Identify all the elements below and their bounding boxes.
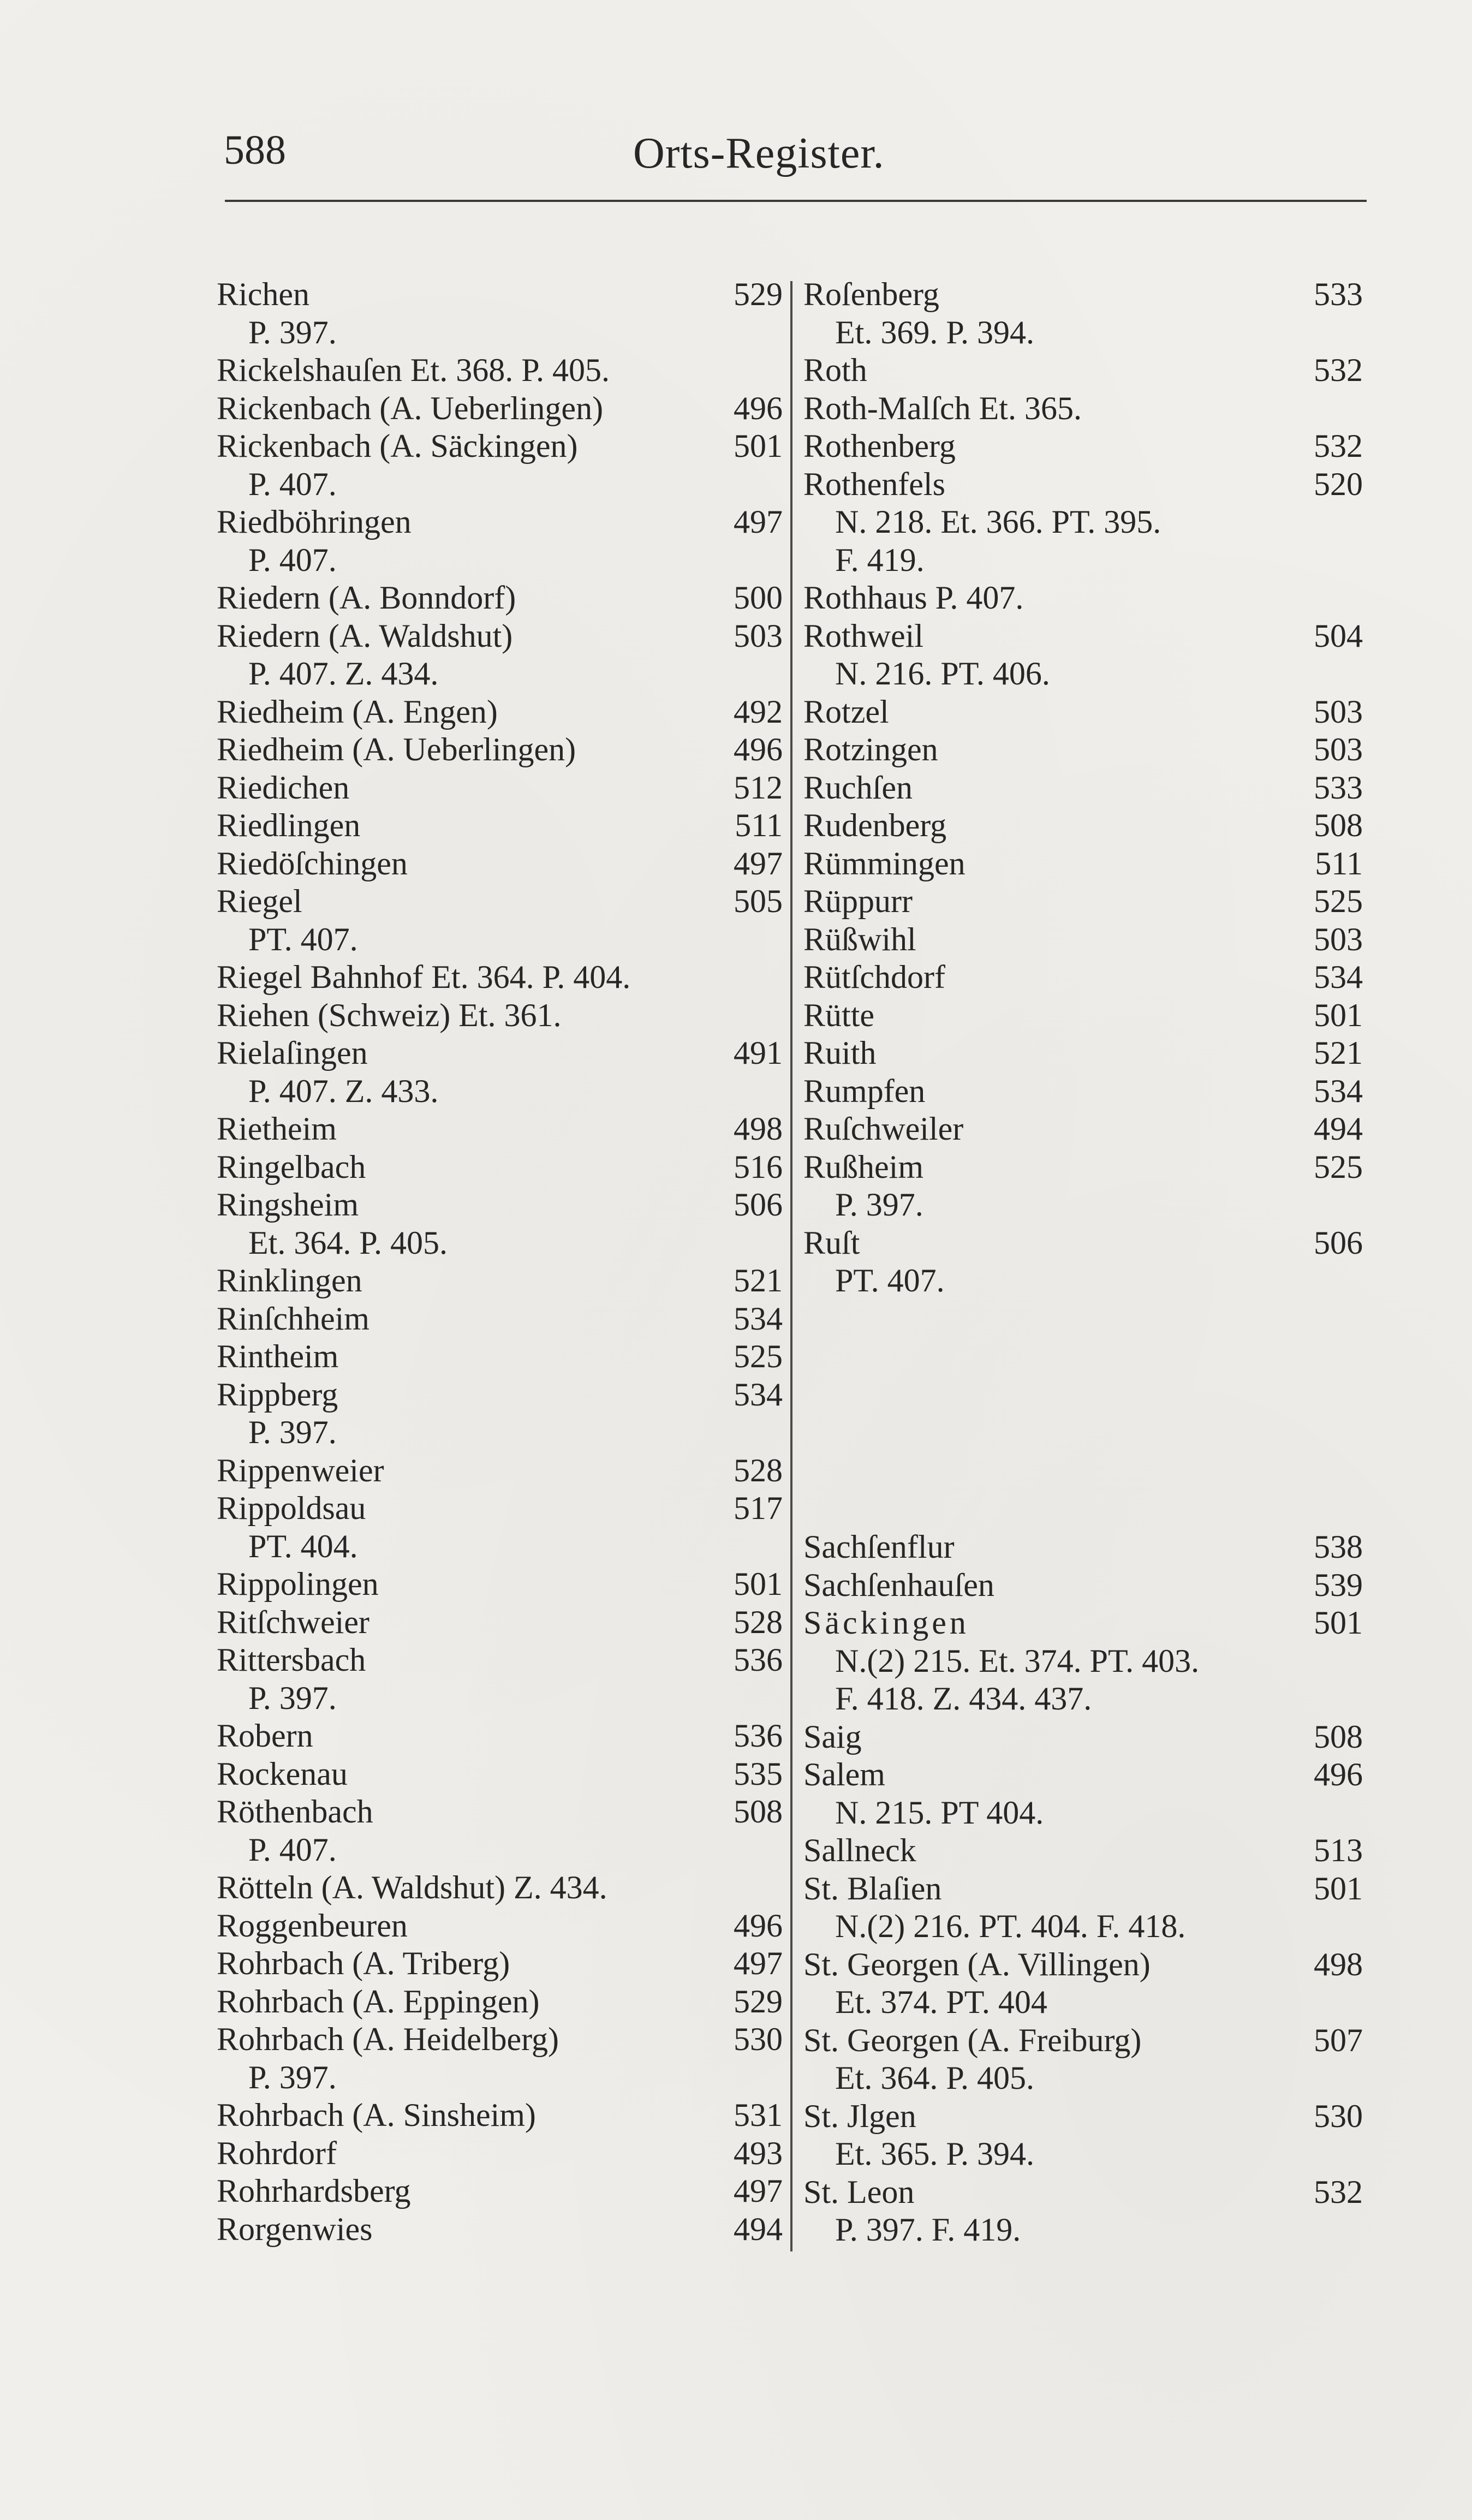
entry-text: St. Blaſien bbox=[803, 1870, 942, 1907]
entry-text: Rütte bbox=[803, 997, 874, 1033]
index-entry bbox=[217, 2211, 783, 2249]
entry-text: Ruchſen bbox=[803, 769, 913, 806]
index-entry-continuation bbox=[803, 2135, 1363, 2173]
column-divider bbox=[790, 281, 792, 2251]
entry-text: P. 397. bbox=[835, 1187, 923, 1223]
entry-text: Rietheim bbox=[217, 1111, 337, 1147]
entry-text: Rintheim bbox=[217, 1338, 339, 1374]
entry-page-number: 531 bbox=[734, 2097, 783, 2133]
entry-text: P. 407. bbox=[248, 1831, 337, 1868]
entry-text: Ruſt bbox=[803, 1224, 860, 1261]
entry-text: N. 218. Et. 366. PT. 395. bbox=[835, 504, 1161, 540]
entry-text: Salem bbox=[803, 1756, 885, 1792]
entry-page-number: 533 bbox=[1314, 276, 1363, 312]
entry-text: F. 419. bbox=[835, 541, 925, 578]
index-entry bbox=[803, 693, 1363, 731]
index-entry bbox=[217, 1641, 783, 1679]
index-entry bbox=[803, 1073, 1363, 1111]
index-entry bbox=[217, 1148, 783, 1187]
entry-text: PT. 407. bbox=[248, 921, 358, 957]
entry-text: Riedichen bbox=[217, 769, 350, 806]
entry-text: Riedöſchingen bbox=[217, 845, 408, 881]
entry-text: N.(2) 216. PT. 404. F. 418. bbox=[835, 1908, 1186, 1944]
entry-page-number: 503 bbox=[734, 617, 783, 654]
index-entry bbox=[217, 997, 783, 1035]
entry-page-number: 538 bbox=[1314, 1529, 1363, 1565]
entry-page-number: 494 bbox=[1314, 1111, 1363, 1147]
index-entry bbox=[217, 958, 783, 997]
index-entry bbox=[217, 693, 783, 731]
entry-text: Rußheim bbox=[803, 1148, 923, 1185]
entry-text: Rippolingen bbox=[217, 1566, 379, 1602]
index-entry-continuation bbox=[217, 314, 783, 352]
entry-page-number: 497 bbox=[734, 845, 783, 881]
index-entry bbox=[217, 1565, 783, 1604]
entry-page-number: 530 bbox=[1314, 2098, 1363, 2134]
entry-text: Rickenbach (A. Ueberlingen) bbox=[217, 390, 604, 426]
index-entry bbox=[217, 1186, 783, 1224]
entry-text: Et. 369. P. 394. bbox=[835, 314, 1035, 350]
entry-page-number: 503 bbox=[1314, 731, 1363, 767]
entry-text: Rinklingen bbox=[217, 1262, 362, 1298]
entry-text: Rothenberg bbox=[803, 428, 956, 464]
entry-text: Riedlingen bbox=[217, 807, 361, 843]
index-entry-continuation bbox=[803, 1908, 1363, 1946]
entry-page-number: 496 bbox=[734, 390, 783, 426]
index-entry bbox=[217, 769, 783, 807]
entry-page-number: 508 bbox=[1314, 807, 1363, 843]
index-entry bbox=[217, 503, 783, 541]
entry-text: Sachſenflur bbox=[803, 1529, 955, 1565]
entry-page-number: 520 bbox=[1314, 466, 1363, 502]
entry-text: P. 397. F. 419. bbox=[835, 2212, 1021, 2248]
entry-page-number: 516 bbox=[734, 1148, 783, 1185]
entry-page-number: 525 bbox=[1314, 883, 1363, 919]
entry-page-number: 497 bbox=[734, 1945, 783, 1981]
index-entry bbox=[803, 921, 1363, 959]
entry-page-number: 532 bbox=[1314, 2173, 1363, 2210]
index-entry-continuation bbox=[803, 503, 1363, 541]
index-entry-continuation bbox=[803, 1186, 1363, 1224]
entry-text: Rohrdorf bbox=[217, 2135, 337, 2171]
index-entry bbox=[803, 1718, 1363, 1756]
entry-page-number: 501 bbox=[1314, 1870, 1363, 1907]
entry-text: Rohrhardsberg bbox=[217, 2173, 411, 2209]
entry-text: Rötteln (A. Waldshut) Z. 434. bbox=[217, 1869, 607, 1905]
entry-page-number: 521 bbox=[734, 1262, 783, 1298]
entry-page-number: 501 bbox=[1314, 997, 1363, 1033]
index-entry bbox=[217, 1717, 783, 1755]
entry-page-number: 493 bbox=[734, 2135, 783, 2171]
entry-text: Rippberg bbox=[217, 1376, 338, 1413]
entry-page-number: 528 bbox=[734, 1452, 783, 1488]
entry-text: P. 407. Z. 433. bbox=[248, 1073, 439, 1109]
index-entry bbox=[803, 2022, 1363, 2060]
index-entry bbox=[803, 1604, 1363, 1642]
entry-page-number: 532 bbox=[1314, 428, 1363, 464]
entry-text: Rockenau bbox=[217, 1755, 348, 1792]
index-entry-continuation bbox=[803, 1642, 1363, 1681]
entry-text: P. 397. bbox=[248, 2059, 337, 2095]
entry-page-number: 511 bbox=[735, 807, 783, 843]
index-entry bbox=[217, 579, 783, 617]
index-entry-continuation bbox=[217, 466, 783, 504]
index-entry bbox=[217, 617, 783, 656]
index-entry-continuation bbox=[217, 1528, 783, 1566]
index-entry bbox=[217, 1490, 783, 1528]
entry-text: Ringelbach bbox=[217, 1148, 366, 1185]
entry-text: Rothenfels bbox=[803, 466, 945, 502]
entry-page-number: 491 bbox=[734, 1035, 783, 1071]
index-entry bbox=[803, 276, 1363, 314]
entry-text: Rippoldsau bbox=[217, 1490, 366, 1526]
index-entry bbox=[803, 1756, 1363, 1794]
index-entry-continuation bbox=[217, 1831, 783, 1869]
index-entry bbox=[217, 1262, 783, 1300]
index-entry-continuation bbox=[803, 2211, 1363, 2249]
entry-page-number: 529 bbox=[734, 276, 783, 312]
index-entry-continuation bbox=[803, 1262, 1363, 1300]
entry-text: Et. 364. P. 405. bbox=[835, 2060, 1035, 2096]
index-entry bbox=[803, 769, 1363, 807]
entry-text: Rohrbach (A. Sinsheim) bbox=[217, 2097, 536, 2133]
index-entry bbox=[803, 1566, 1363, 1605]
index-entry bbox=[803, 1034, 1363, 1073]
entry-text: Rohrbach (A. Heidelberg) bbox=[217, 2021, 559, 2057]
entry-page-number: 497 bbox=[734, 504, 783, 540]
index-entry bbox=[803, 958, 1363, 997]
entry-page-number: 501 bbox=[734, 428, 783, 464]
index-entry bbox=[217, 276, 783, 314]
entry-text: Roth bbox=[803, 352, 867, 388]
index-entry bbox=[217, 731, 783, 769]
entry-text: Ringsheim bbox=[217, 1187, 359, 1223]
index-entry bbox=[217, 1376, 783, 1414]
index-entry bbox=[803, 1832, 1363, 1870]
index-entry bbox=[217, 1300, 783, 1338]
entry-page-number: 534 bbox=[1314, 959, 1363, 995]
entry-text: P. 397. bbox=[248, 1414, 337, 1450]
index-entry-continuation bbox=[803, 655, 1363, 693]
entry-page-number: 517 bbox=[734, 1490, 783, 1526]
index-entry-continuation bbox=[217, 1679, 783, 1718]
index-entry-continuation bbox=[217, 1073, 783, 1111]
entry-text: Rohrbach (A. Eppingen) bbox=[217, 1983, 540, 2019]
index-entry bbox=[217, 1034, 783, 1073]
index-entry bbox=[803, 617, 1363, 656]
entry-text: P. 407. bbox=[248, 541, 337, 578]
index-entry-continuation bbox=[217, 541, 783, 580]
entry-text: Rütſchdorf bbox=[803, 959, 945, 995]
entry-text: St. Georgen (A. Freiburg) bbox=[803, 2022, 1142, 2058]
entry-text: Riedern (A. Bonndorf) bbox=[217, 580, 516, 616]
index-entry bbox=[803, 352, 1363, 390]
entry-text: Sallneck bbox=[803, 1832, 916, 1868]
entry-text: Riedheim (A. Engen) bbox=[217, 693, 498, 730]
index-entry bbox=[803, 1224, 1363, 1262]
index-entry-continuation bbox=[803, 1794, 1363, 1832]
entry-page-number: 533 bbox=[1314, 769, 1363, 806]
entry-text: Riehen (Schweiz) Et. 361. bbox=[217, 997, 562, 1033]
entry-text: Et. 364. P. 405. bbox=[248, 1224, 448, 1261]
entry-text: P. 407. Z. 434. bbox=[248, 656, 439, 692]
entry-page-number: 525 bbox=[734, 1338, 783, 1374]
entry-page-number: 539 bbox=[1314, 1566, 1363, 1603]
entry-page-number: 536 bbox=[734, 1718, 783, 1754]
index-entry bbox=[803, 1870, 1363, 1908]
index-entry bbox=[803, 427, 1363, 466]
entry-page-number: 498 bbox=[734, 1111, 783, 1147]
entry-page-number: 535 bbox=[734, 1755, 783, 1792]
index-entry-continuation bbox=[803, 2059, 1363, 2098]
entry-text: Rielaſingen bbox=[217, 1035, 368, 1071]
index-entry-continuation bbox=[217, 1414, 783, 1452]
entry-text: Sachſenhauſen bbox=[803, 1566, 994, 1603]
entry-page-number: 532 bbox=[1314, 352, 1363, 388]
entry-text: Roggenbeuren bbox=[217, 1907, 408, 1944]
entry-page-number: 512 bbox=[734, 769, 783, 806]
entry-text: Rinſchheim bbox=[217, 1300, 370, 1337]
entry-text: Riegel bbox=[217, 883, 302, 919]
entry-page-number: 508 bbox=[1314, 1718, 1363, 1755]
entry-text: Et. 365. P. 394. bbox=[835, 2136, 1035, 2172]
index-column-right-r bbox=[803, 276, 1363, 1300]
entry-page-number: 496 bbox=[734, 1907, 783, 1944]
index-column-right-s bbox=[803, 1528, 1363, 2249]
index-entry-continuation bbox=[803, 1983, 1363, 2022]
entry-page-number: 534 bbox=[1314, 1073, 1363, 1109]
entry-page-number: 497 bbox=[734, 2173, 783, 2209]
entry-text: Rickenbach (A. Säckingen) bbox=[217, 428, 578, 464]
index-entry bbox=[217, 807, 783, 845]
entry-page-number: 534 bbox=[734, 1300, 783, 1337]
index-entry bbox=[217, 2096, 783, 2135]
entry-page-number: 529 bbox=[734, 1983, 783, 2019]
entry-page-number: 496 bbox=[1314, 1756, 1363, 1792]
index-entry bbox=[803, 1148, 1363, 1187]
entry-text: F. 418. Z. 434. 437. bbox=[835, 1681, 1092, 1717]
entry-text: Rudenberg bbox=[803, 807, 947, 843]
entry-text: Ruith bbox=[803, 1035, 877, 1071]
entry-text: N. 215. PT 404. bbox=[835, 1794, 1044, 1831]
index-entry bbox=[217, 1338, 783, 1376]
index-entry bbox=[803, 1110, 1363, 1148]
entry-text: Et. 374. PT. 404 bbox=[835, 1984, 1047, 2020]
index-entry bbox=[217, 427, 783, 466]
index-entry bbox=[217, 1452, 783, 1490]
entry-text: Rüßwihl bbox=[803, 921, 916, 957]
entry-text: Riedböhringen bbox=[217, 504, 412, 540]
entry-text: PT. 407. bbox=[835, 1262, 945, 1298]
index-entry bbox=[803, 883, 1363, 921]
index-entry bbox=[217, 1945, 783, 1983]
index-entry bbox=[217, 883, 783, 921]
index-entry bbox=[803, 390, 1363, 428]
entry-page-number: 507 bbox=[1314, 2022, 1363, 2058]
index-entry bbox=[803, 579, 1363, 617]
entry-text: Rotzingen bbox=[803, 731, 938, 767]
entry-page-number: 506 bbox=[734, 1187, 783, 1223]
entry-text: P. 407. bbox=[248, 466, 337, 502]
index-entry bbox=[217, 1110, 783, 1148]
entry-text: PT. 404. bbox=[248, 1528, 358, 1564]
index-entry bbox=[803, 731, 1363, 769]
entry-text: Rumpfen bbox=[803, 1073, 926, 1109]
entry-page-number: 492 bbox=[734, 693, 783, 730]
entry-text: N.(2) 215. Et. 374. PT. 403. bbox=[835, 1642, 1200, 1679]
running-title: Orts-Register. bbox=[633, 129, 885, 177]
entry-text: P. 397. bbox=[248, 314, 337, 350]
entry-text: P. 397. bbox=[248, 1679, 337, 1716]
entry-page-number: 528 bbox=[734, 1604, 783, 1640]
index-entry bbox=[217, 2021, 783, 2059]
entry-text: Richen bbox=[217, 276, 309, 312]
entry-text: Rümmingen bbox=[803, 845, 966, 881]
entry-page-number: 513 bbox=[1314, 1832, 1363, 1868]
index-entry bbox=[803, 1528, 1363, 1566]
entry-text: Ruſchweiler bbox=[803, 1111, 964, 1147]
index-entry bbox=[217, 352, 783, 390]
entry-text: Rüppurr bbox=[803, 883, 913, 919]
index-column-left bbox=[217, 276, 783, 2248]
index-entry-continuation bbox=[217, 1224, 783, 1262]
entry-text: Rothhaus P. 407. bbox=[803, 580, 1024, 616]
page-number: 588 bbox=[224, 127, 286, 173]
entry-text: Rothweil bbox=[803, 617, 923, 654]
index-entry bbox=[217, 1983, 783, 2021]
entry-text: N. 216. PT. 406. bbox=[835, 656, 1050, 692]
entry-page-number: 530 bbox=[734, 2021, 783, 2057]
entry-page-number: 525 bbox=[1314, 1148, 1363, 1185]
index-entry bbox=[217, 1793, 783, 1831]
entry-page-number: 521 bbox=[1314, 1035, 1363, 1071]
entry-page-number: 508 bbox=[734, 1794, 783, 1830]
header-rule bbox=[225, 200, 1367, 202]
index-entry bbox=[217, 390, 783, 428]
index-entry-continuation bbox=[217, 2059, 783, 2097]
index-entry bbox=[217, 1907, 783, 1945]
index-entry-continuation bbox=[803, 1680, 1363, 1718]
index-entry bbox=[217, 1755, 783, 1794]
entry-page-number: 498 bbox=[1314, 1946, 1363, 1982]
entry-text: Robern bbox=[217, 1718, 313, 1754]
index-entry bbox=[803, 2173, 1363, 2212]
entry-text: Saig bbox=[803, 1718, 862, 1755]
index-entry bbox=[217, 1869, 783, 1907]
entry-text: St. Georgen (A. Villingen) bbox=[803, 1946, 1151, 1982]
entry-text: Rohrbach (A. Triberg) bbox=[217, 1945, 510, 1981]
entry-page-number: 501 bbox=[1314, 1605, 1363, 1641]
index-entry-continuation bbox=[803, 314, 1363, 352]
index-entry-continuation bbox=[217, 655, 783, 693]
entry-text: Säckingen bbox=[803, 1605, 969, 1641]
index-entry bbox=[803, 845, 1363, 883]
entry-page-number: 504 bbox=[1314, 617, 1363, 654]
entry-text: Roſenberg bbox=[803, 276, 939, 312]
entry-text: Rickelshauſen Et. 368. P. 405. bbox=[217, 352, 610, 388]
entry-text: St. Leon bbox=[803, 2173, 915, 2210]
entry-page-number: 511 bbox=[1315, 845, 1363, 881]
entry-page-number: 505 bbox=[734, 883, 783, 919]
index-entry-continuation bbox=[217, 921, 783, 959]
entry-text: St. Jlgen bbox=[803, 2098, 916, 2134]
index-entry bbox=[217, 845, 783, 883]
index-entry bbox=[803, 807, 1363, 845]
index-entry bbox=[803, 1946, 1363, 1984]
index-entry bbox=[803, 466, 1363, 504]
entry-text: Rippenweier bbox=[217, 1452, 384, 1488]
entry-page-number: 534 bbox=[734, 1376, 783, 1413]
entry-text: Rittersbach bbox=[217, 1642, 366, 1678]
entry-page-number: 500 bbox=[734, 580, 783, 616]
index-entry bbox=[217, 1604, 783, 1642]
index-entry bbox=[217, 2172, 783, 2211]
entry-page-number: 494 bbox=[734, 2211, 783, 2247]
entry-text: Rotzel bbox=[803, 693, 889, 730]
entry-page-number: 501 bbox=[734, 1566, 783, 1602]
index-entry bbox=[803, 997, 1363, 1035]
entry-page-number: 496 bbox=[734, 731, 783, 767]
index-entry bbox=[803, 2098, 1363, 2136]
index-entry-continuation bbox=[803, 541, 1363, 580]
entry-page-number: 503 bbox=[1314, 693, 1363, 730]
entry-page-number: 506 bbox=[1314, 1224, 1363, 1261]
entry-text: Riedheim (A. Ueberlingen) bbox=[217, 731, 576, 767]
index-entry bbox=[217, 2135, 783, 2173]
entry-text: Riedern (A. Waldshut) bbox=[217, 617, 513, 654]
entry-text: Roth-Malſch Et. 365. bbox=[803, 390, 1082, 426]
entry-text: Ritſchweier bbox=[217, 1604, 370, 1640]
entry-text: Röthenbach bbox=[217, 1794, 373, 1830]
entry-page-number: 503 bbox=[1314, 921, 1363, 957]
entry-text: Rorgenwies bbox=[217, 2211, 373, 2247]
entry-page-number: 536 bbox=[734, 1642, 783, 1678]
entry-text: Riegel Bahnhof Et. 364. P. 404. bbox=[217, 959, 631, 995]
